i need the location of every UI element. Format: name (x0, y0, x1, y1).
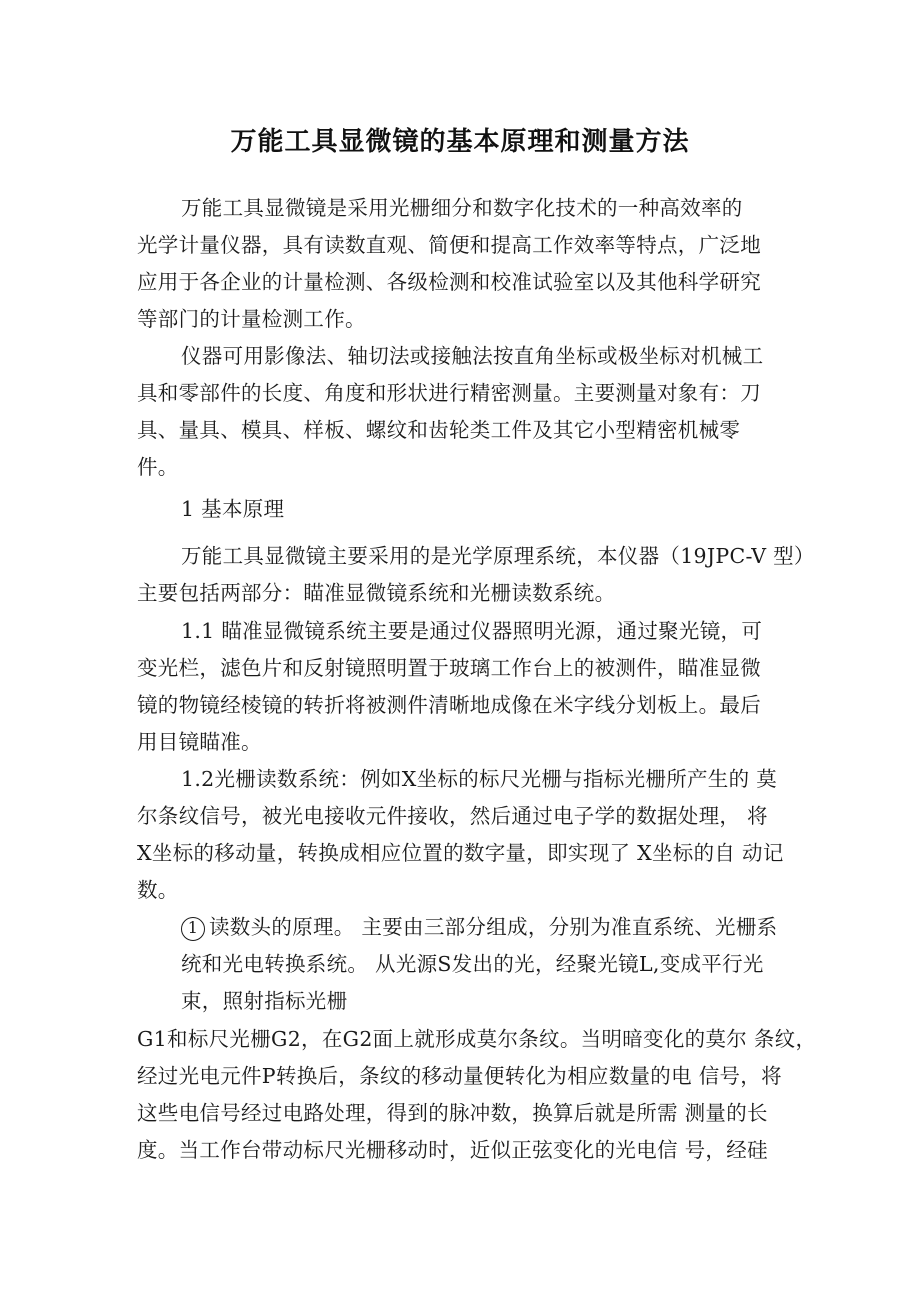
text-line: 束，照射指标光栅 (181, 989, 348, 1013)
paragraph-reading-head (181, 909, 801, 1020)
paragraph-1-1 (137, 613, 797, 761)
page-title: 万能工具显微镜的基本原理和测量方法 (230, 127, 690, 158)
text-line: 尔条纹信号，被光电接收元件接收，然后通过电子学的数据处理， 将 (137, 804, 768, 828)
circled-number: 1 (181, 917, 205, 941)
text-line: 光学计量仪器，具有读数直观、简便和提高工作效率等特点，广泛地 (137, 233, 761, 257)
text-line: 这些电信号经过电路处理，得到的脉冲数，换算后就是所需 测量的长 (137, 1101, 768, 1125)
text-line: 仪器可用影像法、轴切法或接触法按直角坐标或极坐标对机械工 (181, 344, 764, 368)
text-line: 主要包括两部分：瞄准显微镜系统和光栅读数系统。 (137, 581, 616, 605)
paragraph-usage (137, 338, 797, 486)
text-line: 万能工具显微镜主要采用的是光学原理系统，本仪器（19JPC-V 型） (181, 544, 815, 568)
section-heading-text: 1 基本原理 (181, 497, 285, 521)
text-line: 变光栏，滤色片和反射镜照明置于玻璃工作台上的被测件，瞄准显微 (137, 656, 761, 680)
text-line: X坐标的移动量，转换成相应位置的数字量，即实现了 X坐标的自 动记 (137, 841, 784, 865)
text-line: 度。当工作台带动标尺光栅移动时，近似正弦变化的光电信 号，经硅 (137, 1138, 768, 1162)
text-line: 件。 (137, 455, 179, 479)
text-line: 1.2光栅读数系统：例如X坐标的标尺光栅与指标光栅所产生的 莫 (181, 767, 778, 791)
text-line: 万能工具显微镜是采用光栅细分和数字化技术的一种高效率的 (181, 196, 743, 220)
section-heading (137, 491, 797, 528)
text-line: 数。 (137, 878, 179, 902)
text-line: 1.1 瞄准显微镜系统主要是通过仪器照明光源，通过聚光镜，可 (181, 619, 763, 643)
text-line: 等部门的计量检测工作。 (137, 307, 366, 331)
paragraph-moire (137, 1021, 817, 1169)
text-line (181, 909, 801, 946)
text-line: G1和标尺光栅G2，在G2面上就形成莫尔条纹。当明暗变化的莫尔 条纹， (137, 1027, 817, 1051)
paragraph-intro (137, 190, 797, 338)
paragraph-1-2 (137, 761, 797, 909)
text-line: 镜的物镜经棱镜的转折将被测件清晰地成像在米字线分划板上。最后 (137, 693, 761, 717)
text-line: 应用于各企业的计量检测、各级检测和校准试验室以及其他科学研究 (137, 270, 761, 294)
text-line: 经过光电元件P转换后，条纹的移动量便转化为相应数量的电 信号，将 (137, 1064, 782, 1088)
text-line: 用目镜瞄准。 (137, 730, 262, 754)
text-line: 具和零部件的长度、角度和形状进行精密测量。主要测量对象有：刀 (137, 381, 761, 405)
text-line: 具、量具、模具、样板、螺纹和齿轮类工件及其它小型精密机械零 (137, 418, 741, 442)
text-line-content: 读数头的原理。 主要由三部分组成，分别为准直系统、光栅系 (209, 915, 778, 939)
paragraph-principle (137, 538, 815, 612)
text-line: 统和光电转换系统。 从光源S发出的光，经聚光镜L,变成平行光 (181, 952, 764, 976)
